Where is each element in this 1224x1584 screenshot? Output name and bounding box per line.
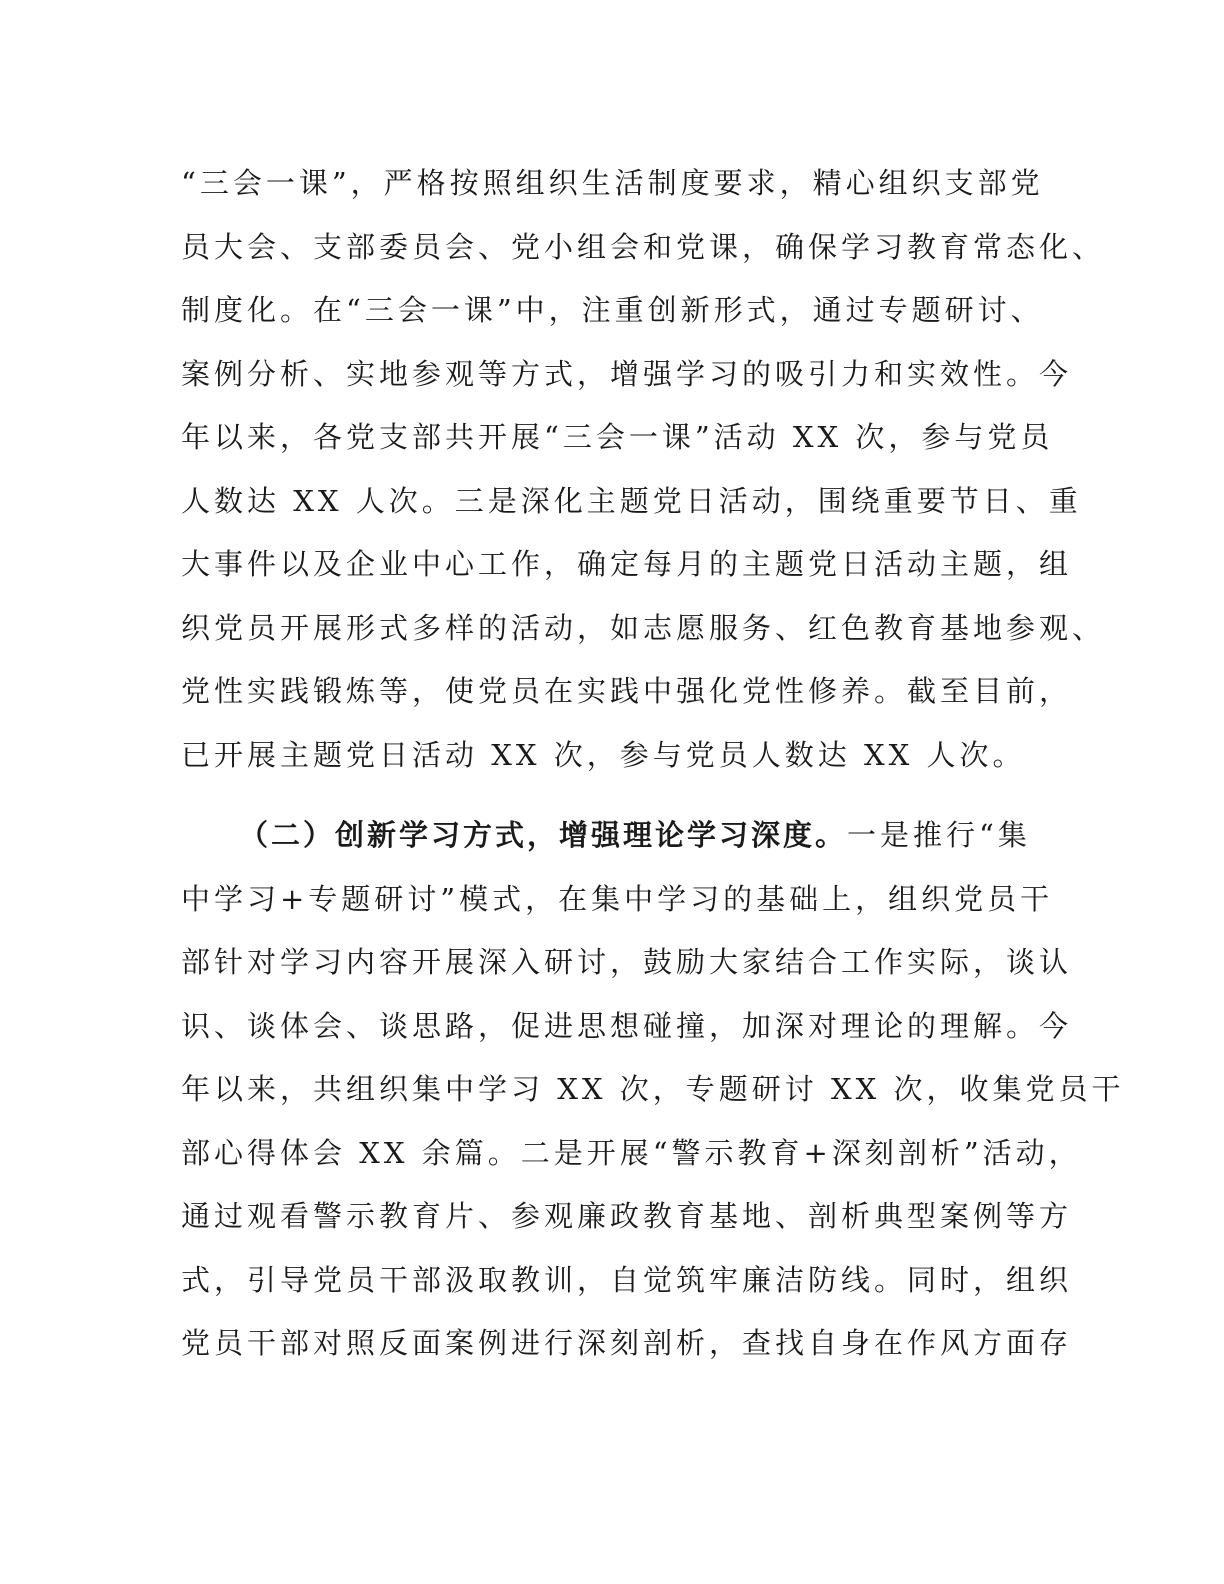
text-line: 年以来，各党支部共开展“三会一课”活动 XX 次，参与党员 bbox=[181, 420, 1054, 454]
text-line: 织党员开展形式多样的活动，如志愿服务、红色教育基地参观、 bbox=[181, 610, 1106, 645]
text-line: 党员干部对照反面案例进行深刻剖析，查找自身在作风方面存 bbox=[181, 1326, 1073, 1360]
text-line: 部针对学习内容开展深入研讨，鼓励大家结合工作实际，谈认 bbox=[181, 945, 1073, 979]
section-heading: （二）创新学习方式，增强理论学习深度。 bbox=[239, 818, 848, 852]
text-line: 中学习+专题研讨”模式，在集中学习的基础上，组织党员干 bbox=[181, 881, 1054, 916]
text-line: 大事件以及企业中心工作，确定每月的主题党日活动主题，组 bbox=[181, 547, 1073, 581]
text-line: “三会一课”，严格按照组织生活制度要求，精心组织支部党 bbox=[181, 166, 1044, 200]
text-line: 已开展主题党日活动 XX 次，参与党员人数达 XX 人次。 bbox=[181, 737, 1026, 772]
text-line: 一是推行“集 bbox=[847, 818, 1031, 852]
paragraph-first-line bbox=[181, 804, 1061, 868]
text-line: 年以来，共组织集中学习 XX 次，专题研讨 XX 次，收集党员干 bbox=[181, 1072, 1125, 1106]
text-line: 部心得体会 XX 余篇。二是开展“警示教育+深刻剖析”活动， bbox=[181, 1135, 1082, 1170]
text-line: 案例分析、实地参观等方式，增强学习的吸引力和实效性。今 bbox=[181, 356, 1073, 391]
text-line: 通过观看警示教育片、参观廉政教育基地、剖析典型案例等方 bbox=[181, 1199, 1073, 1233]
text-line: 识、谈体会、谈思路，促进思想碰撞，加深对理论的理解。今 bbox=[181, 1008, 1073, 1043]
text-line: 式，引导党员干部汲取教训，自觉筑牢廉洁防线。同时，组织 bbox=[181, 1262, 1073, 1297]
paragraph-2 bbox=[181, 804, 1125, 1376]
text-line: 制度化。在“三会一课”中，注重创新形式，通过专题研讨、 bbox=[181, 293, 1044, 327]
paragraph-1 bbox=[181, 152, 1106, 787]
text-line: 党性实践锻炼等，使党员在实践中强化党性修养。截至目前， bbox=[181, 674, 1073, 708]
text-line: 人数达 XX 人次。三是深化主题党日活动，围绕重要节日、重 bbox=[181, 483, 1082, 518]
text-line: 员大会、支部委员会、党小组会和党课，确保学习教育常态化、 bbox=[181, 229, 1106, 264]
